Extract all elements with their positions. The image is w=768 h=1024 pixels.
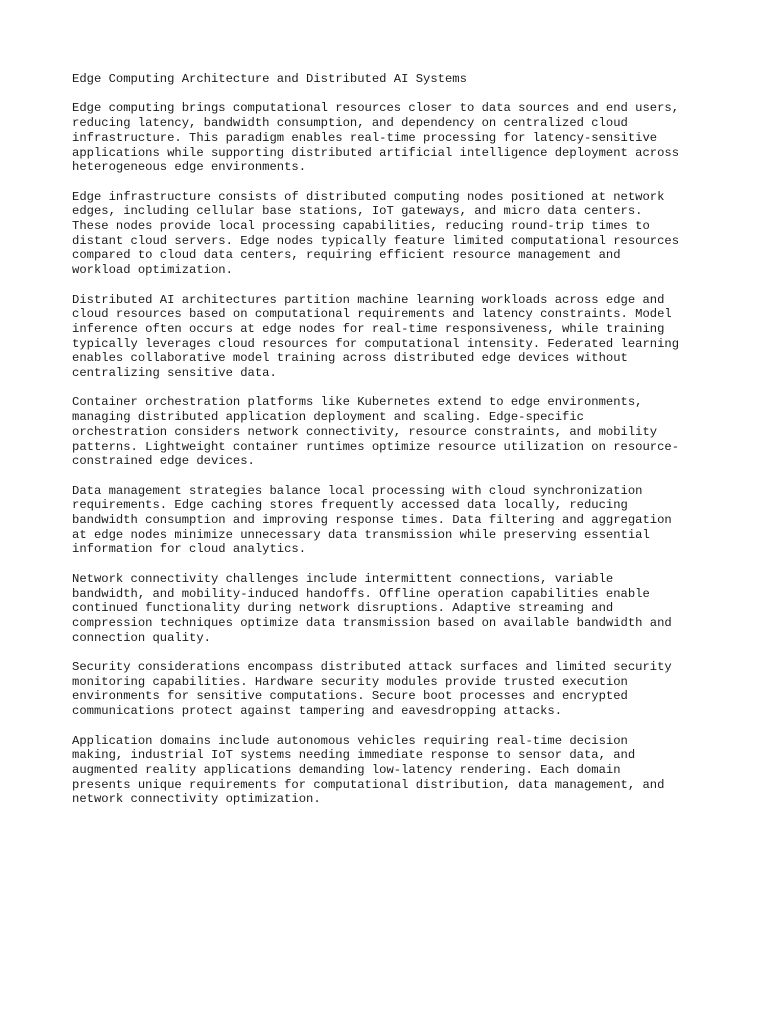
- paragraph-line: compression techniques optimize data transmission based on available bandwidth and: [72, 615, 672, 630]
- paragraph-line: constrained edge devices.: [72, 454, 255, 469]
- paragraph-line: cloud resources based on computational requirements and latency constraints. Model: [72, 307, 672, 322]
- paragraph-line: making, industrial IoT systems needing immediate response to sensor data, and: [72, 748, 636, 763]
- paragraph: [72, 484, 712, 558]
- paragraph-line: managing distributed application deployment and scaling. Edge-specific: [72, 410, 584, 425]
- paragraph-line: bandwidth consumption and improving response times. Data filtering and aggregation: [72, 513, 672, 528]
- paragraph-line: continued functionality during network disruptions. Adaptive streaming and: [72, 601, 614, 616]
- paragraph-line: network connectivity optimization.: [72, 792, 321, 807]
- paragraph-line: presents unique requirements for computational distribution, data management, and: [72, 777, 665, 792]
- paragraph-line: heterogeneous edge environments.: [72, 160, 307, 175]
- paragraph-line: bandwidth, and mobility-induced handoffs. Offline operation capabilities enable: [72, 586, 650, 601]
- paragraph-line: patterns. Lightweight container runtimes optimize resource utilization on resource-: [72, 439, 680, 454]
- paragraph-line: distant cloud servers. Edge nodes typically feature limited computational resources: [72, 233, 680, 248]
- paragraph-line: Security considerations encompass distributed attack surfaces and limited security: [72, 660, 672, 675]
- paragraph-line: at edge nodes minimize unnecessary data transmission while preserving essential: [72, 527, 650, 542]
- paragraph-line: infrastructure. This paradigm enables real-time processing for latency-sensitive: [72, 130, 658, 145]
- paragraph-line: connection quality.: [72, 630, 211, 645]
- paragraph: [72, 660, 712, 719]
- document-page: [72, 72, 712, 822]
- paragraph-line: communications protect against tampering and eavesdropping attacks.: [72, 704, 563, 719]
- paragraph-line: edges, including cellular base stations, IoT gateways, and micro data centers.: [72, 204, 643, 219]
- paragraph-line: typically leverages cloud resources for computational intensity. Federated learning: [72, 336, 680, 351]
- paragraph: [72, 395, 712, 469]
- paragraph-line: orchestration considers network connectivity, resource constraints, and mobility: [72, 424, 658, 439]
- paragraph-line: Data management strategies balance local processing with cloud synchronization: [72, 483, 643, 498]
- paragraph-line: Application domains include autonomous vehicles requiring real-time decision: [72, 733, 628, 748]
- paragraph: [72, 101, 712, 175]
- document-title: Edge Computing Architecture and Distributed AI Systems: [72, 72, 467, 86]
- paragraph: [72, 190, 712, 278]
- paragraph-line: Edge computing brings computational resources closer to data sources and end users,: [72, 101, 680, 116]
- paragraph-line: requirements. Edge caching stores frequently accessed data locally, reducing: [72, 498, 628, 513]
- paragraph-line: Network connectivity challenges include intermittent connections, variable: [72, 571, 614, 586]
- paragraph-line: augmented reality applications demanding low-latency rendering. Each domain: [72, 762, 621, 777]
- paragraph-line: applications while supporting distributed artificial intelligence deployment across: [72, 145, 680, 160]
- paragraph-line: monitoring capabilities. Hardware security modules provide trusted execution: [72, 674, 628, 689]
- paragraph-line: Distributed AI architectures partition machine learning workloads across edge and: [72, 292, 665, 307]
- paragraph-line: These nodes provide local processing capabilities, reducing round-trip times to: [72, 219, 650, 233]
- paragraph-line: inference often occurs at edge nodes for real-time responsiveness, while training: [72, 321, 665, 336]
- paragraph-line: compared to cloud data centers, requiring efficient resource management and: [72, 248, 621, 263]
- paragraph: [72, 293, 712, 381]
- paragraph-line: environments for sensitive computations. Secure boot processes and encrypted: [72, 689, 628, 704]
- paragraph-line: Edge infrastructure consists of distributed computing nodes positioned at network: [72, 189, 665, 204]
- paragraph: [72, 572, 712, 646]
- paragraph-line: reducing latency, bandwidth consumption, and dependency on centralized cloud: [72, 116, 628, 131]
- paragraph-line: Container orchestration platforms like Kubernetes extend to edge environments,: [72, 395, 643, 410]
- paragraph-line: workload optimization.: [72, 263, 233, 278]
- paragraph-line: enables collaborative model training across distributed edge devices without: [72, 351, 628, 366]
- paragraph-line: information for cloud analytics.: [72, 542, 307, 557]
- document-body: [72, 101, 712, 807]
- paragraph-line: centralizing sensitive data.: [72, 366, 277, 381]
- paragraph: [72, 734, 712, 808]
